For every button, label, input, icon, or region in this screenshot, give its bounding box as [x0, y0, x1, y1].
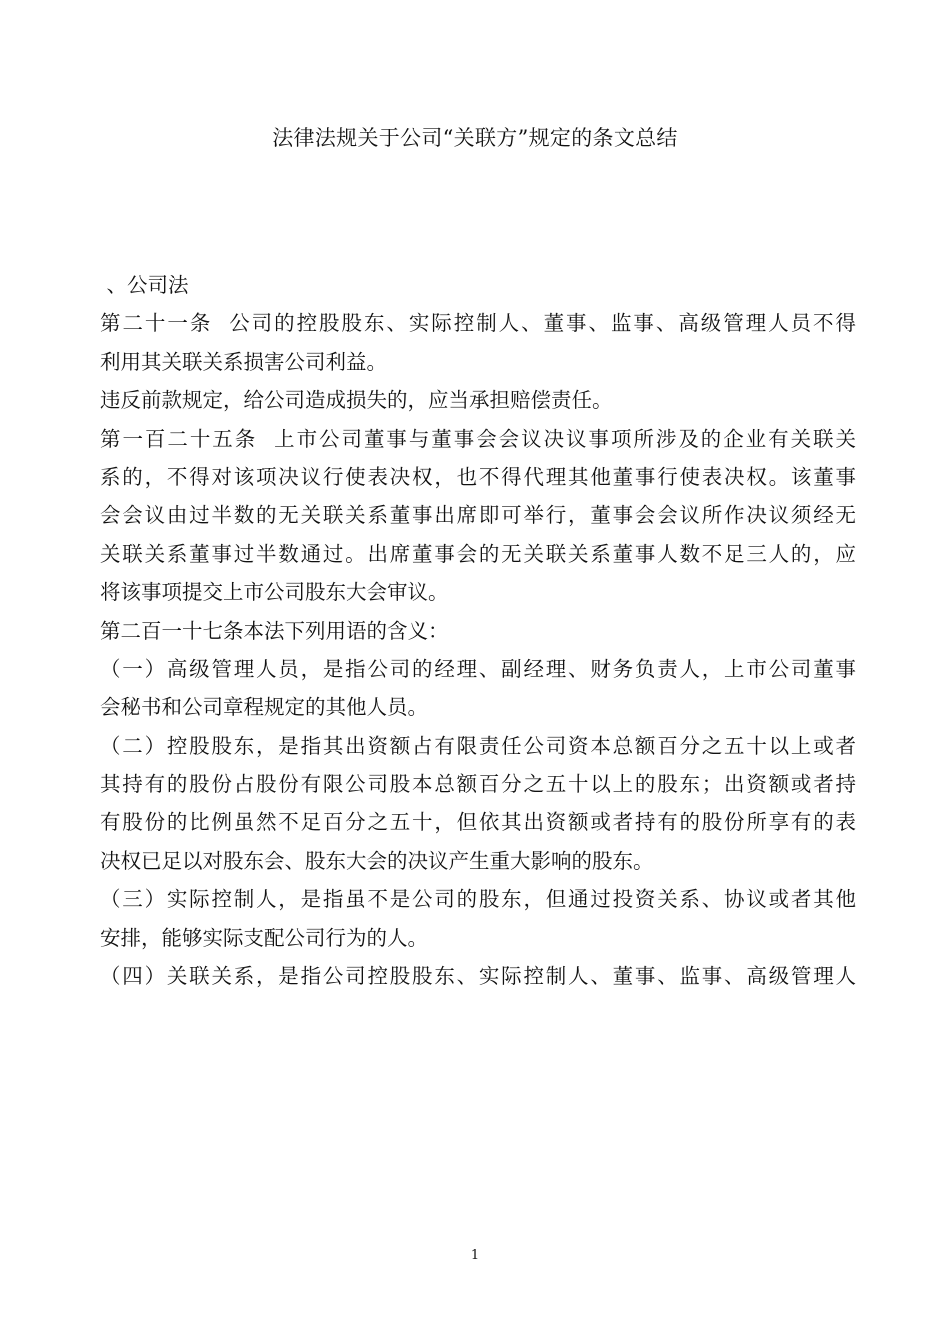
paragraph-line: 决权已足以对股东会、股东大会的决议产生重大影响的股东。 [100, 848, 654, 873]
paragraph-line: 第一百二十五条 上市公司董事与董事会会议决议事项所涉及的企业有关联关 [100, 426, 856, 451]
paragraph-line: （二）控股股东，是指其出资额占有限责任公司资本总额百分之五十以上或者 [100, 733, 856, 758]
paragraph-line: 会秘书和公司章程规定的其他人员。 [100, 695, 428, 720]
paragraph-line: 将该事项提交上市公司股东大会审议。 [100, 580, 449, 605]
paragraph-line: 关联关系董事过半数通过。出席董事会的无关联关系董事人数不足三人的，应 [100, 541, 856, 566]
paragraph-line: 安排，能够实际支配公司行为的人。 [100, 925, 428, 950]
section-heading: 、公司法 [100, 273, 189, 297]
paragraph-line: 其持有的股份占股份有限公司股本总额百分之五十以上的股东；出资额或者持 [100, 772, 856, 797]
document-body [100, 266, 856, 995]
paragraph-line: 会会议由过半数的无关联关系董事出席即可举行，董事会会议所作决议须经无 [100, 503, 856, 528]
paragraph-line: （一）高级管理人员，是指公司的经理、副经理、财务负责人，上市公司董事 [100, 656, 856, 681]
paragraph-line: 系的，不得对该项决议行使表决权，也不得代理其他董事行使表决权。该董事 [100, 464, 856, 489]
paragraph-line: （四）关联关系，是指公司控股股东、实际控制人、董事、监事、高级管理人 [100, 964, 856, 989]
paragraph-line: （三）实际控制人，是指虽不是公司的股东，但通过投资关系、协议或者其他 [100, 887, 856, 912]
paragraph-line: 违反前款规定，给公司造成损失的，应当承担赔偿责任。 [100, 388, 613, 413]
paragraph-line: 利用其关联关系损害公司利益。 [100, 349, 387, 374]
document-title: 法律法规关于公司“关联方”规定的条文总结 [272, 126, 678, 150]
paragraph-line: 第二十一条 公司的控股股东、实际控制人、董事、监事、高级管理人员不得 [100, 311, 856, 336]
page-number: 1 [470, 1248, 480, 1263]
paragraph-line: 有股份的比例虽然不足百分之五十，但依其出资额或者持有的股份所享有的表 [100, 810, 856, 835]
paragraph-line: 第二百一十七条本法下列用语的含义： [100, 618, 449, 643]
